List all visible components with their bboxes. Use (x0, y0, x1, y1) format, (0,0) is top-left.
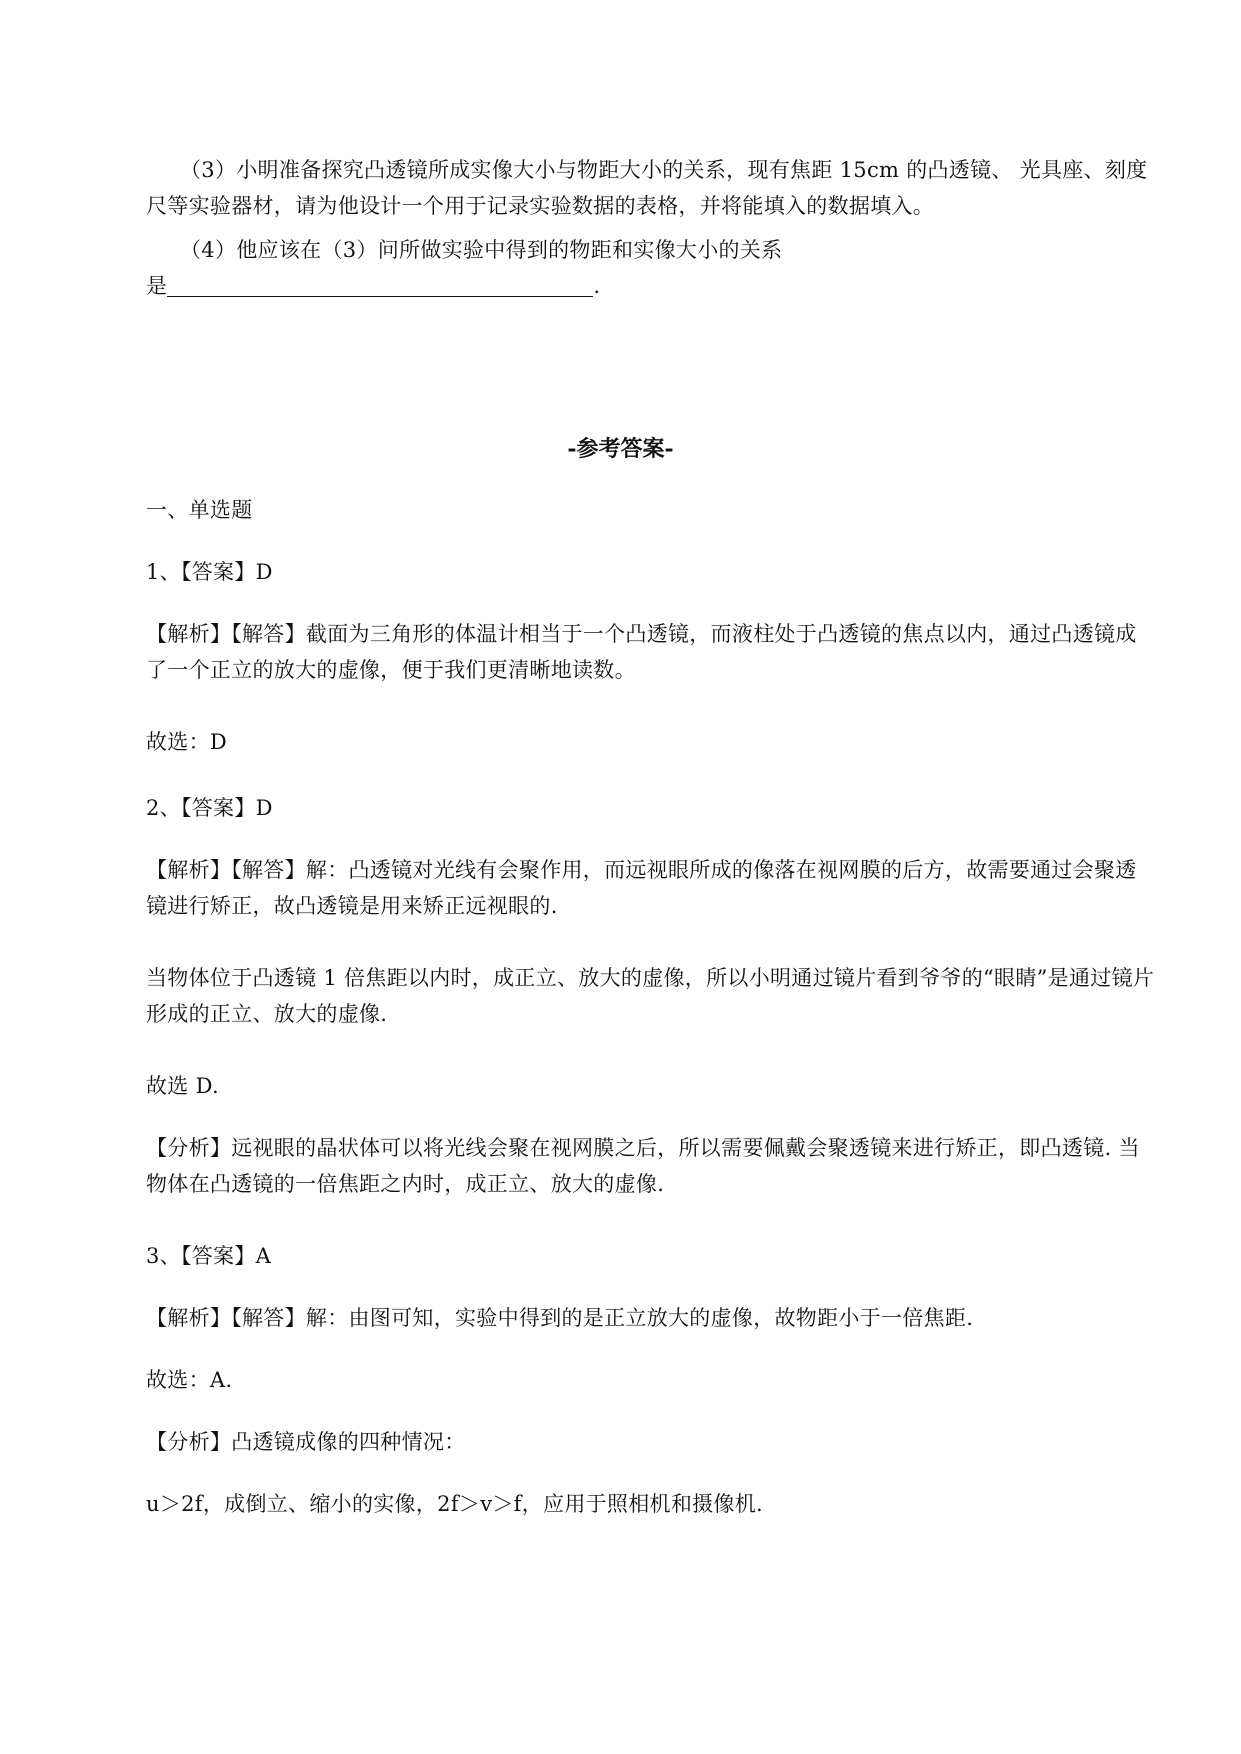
item-3-analysis: 【解析】【解答】解：由图可知，实验中得到的是正立放大的虚像，故物距小于一倍焦距. (146, 1306, 974, 1330)
answer-blank[interactable] (167, 274, 593, 297)
section-title: 一、单选题 (146, 498, 253, 522)
question-4-fill-line (146, 268, 1156, 304)
item-1-analysis: 【解析】【解答】截面为三角形的体温计相当于一个凸透镜，而液柱处于凸透镜的焦点以内，通过凸透镜成了一个正立的放大的虚像，便于我们更清晰地读数。 (146, 622, 1137, 682)
item-3-fenxi: 【分析】凸透镜成像的四种情况： (146, 1430, 466, 1454)
question-4-line1: （4）他应该在（3）问所做实验中得到的物距和实像大小的关系 (180, 238, 783, 262)
item-3-answer: 3、【答案】A (146, 1244, 272, 1268)
item-2-analysis-2: 当物体位于凸透镜 1 倍焦距以内时，成正立、放大的虚像，所以小明通过镜片看到爷爷的“眼睛”是通过镜片形成的正立、放大的虚像. (146, 966, 1155, 1026)
item-1-choice: 故选：D (146, 730, 228, 754)
item-2-choice: 故选 D. (146, 1074, 219, 1098)
question-3-text: （3）小明准备探究凸透镜所成实像大小与物距大小的关系，现有焦距 15cm 的凸透镜、 光具座、刻度尺等实验器材，请为他设计一个用于记录实验数据的表格，并将能填入的数据填入。 (146, 158, 1148, 218)
item-3-case-1: u＞2f，成倒立、缩小的实像，2f＞v＞f，应用于照相机和摄像机. (146, 1492, 764, 1516)
item-1-answer: 1、【答案】D (146, 560, 273, 584)
question-4-suffix: . (593, 274, 601, 298)
answers-title: -参考答案- (567, 436, 674, 462)
question-4-prefix: 是 (146, 274, 168, 298)
item-2-answer: 2、【答案】D (146, 796, 273, 820)
item-2-analysis: 【解析】【解答】解：凸透镜对光线有会聚作用，而远视眼所成的像落在视网膜的后方，故需要通过会聚透镜进行矫正，故凸透镜是用来矫正远视眼的. (146, 858, 1137, 918)
item-3-choice: 故选：A. (146, 1368, 233, 1392)
item-2-fenxi: 【分析】远视眼的晶状体可以将光线会聚在视网膜之后，所以需要佩戴会聚透镜来进行矫正，即凸透镜. 当物体在凸透镜的一倍焦距之内时，成正立、放大的虚像. (146, 1136, 1140, 1196)
